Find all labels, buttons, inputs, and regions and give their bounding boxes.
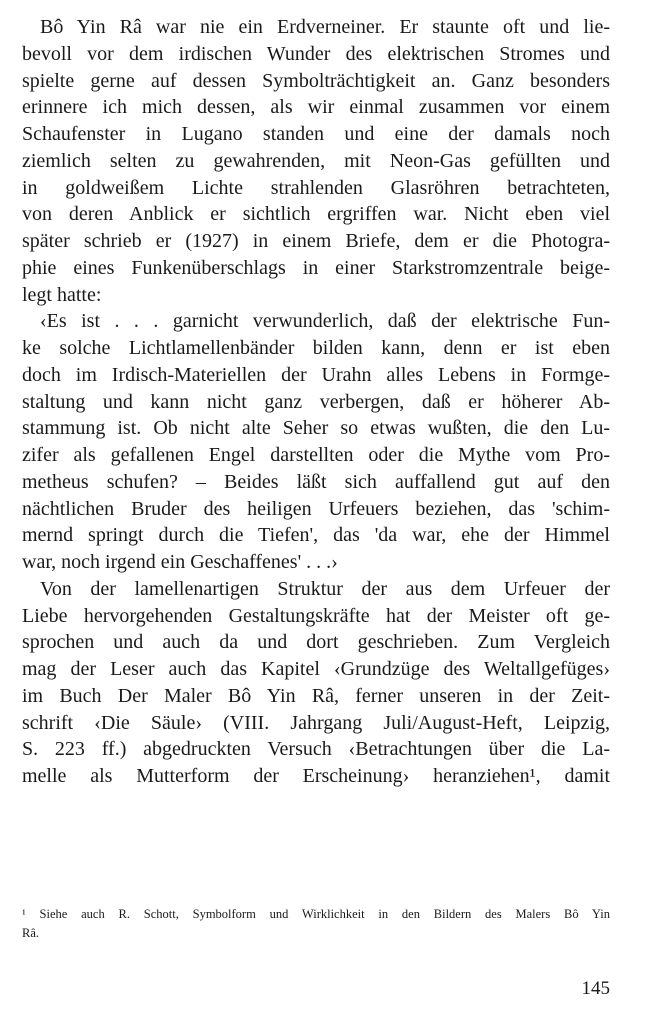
text-line: schrift ‹Die Säule› (VIII. Jahrgang Juli/August-Heft, Leipzig, xyxy=(22,711,610,734)
text-line: Von der lamellenartigen Struktur der aus dem Urfeuer der xyxy=(40,577,610,600)
body-text xyxy=(22,14,610,790)
text-line: S. 223 ff.) abgedruckten Versuch ‹Betrachtungen über die La- xyxy=(22,738,610,761)
text-line: stammung ist. Ob nicht alte Seher so etwas wußten, die den Lu- xyxy=(22,417,610,440)
text-line: von deren Anblick er sichtlich ergriffen war. Nicht eben viel xyxy=(22,203,610,226)
text-line: war, noch irgend ein Geschaffenes' . . .› xyxy=(22,551,338,573)
text-line: Bô Yin Râ war nie ein Erdverneiner. Er staunte oft und lie- xyxy=(40,16,610,38)
text-line: bevoll vor dem irdischen Wunder des elektrischen Stromes und xyxy=(22,42,610,65)
text-line: staltung und kann nicht ganz verbergen, daß er höherer Ab- xyxy=(22,390,610,413)
text-line: nächtlichen Bruder des heiligen Urfeuers beziehen, das 'schim- xyxy=(22,497,610,520)
text-line: legt hatte: xyxy=(22,283,102,306)
text-line: ziemlich selten zu gewahrenden, mit Neon-Gas gefüllten und xyxy=(22,149,610,172)
text-line: Liebe hervorgehenden Gestaltungskräfte hat der Meister oft ge- xyxy=(22,604,610,627)
text-line: später schrieb er (1927) in einem Briefe, dem er die Photogra- xyxy=(22,230,610,252)
text-line: melle als Mutterform der Erscheinung› heranziehen¹, damit xyxy=(22,765,610,787)
page-number: 145 xyxy=(581,978,610,999)
text-line: phie eines Funkenüberschlags in einer Starkstromzentrale beige- xyxy=(22,256,610,279)
footnote-line: Râ. xyxy=(22,926,40,940)
text-line: im Buch Der Maler Bô Yin Râ, ferner unseren in der Zeit- xyxy=(22,684,610,707)
text-line: spielte gerne auf dessen Symbolträchtigkeit an. Ganz besonders xyxy=(22,69,610,92)
footnote-line: ¹ Siehe auch R. Schott, Symbolform und Wirklichkeit in den Bildern des Malers Bô Yin xyxy=(22,907,610,921)
text-line: mernd springt durch die Tiefen', das 'da war, ehe der Himmel xyxy=(22,524,610,547)
text-line: ke solche Lichtlamellenbänder bilden kann, denn er ist eben xyxy=(22,337,610,359)
text-line: in goldweißem Lichte strahlenden Glasröhren betrachteten, xyxy=(22,176,610,199)
text-line: mag der Leser auch das Kapitel ‹Grundzüge des Weltallgefüges› xyxy=(22,658,610,680)
text-line: metheus schufen? – Beides läßt sich auffallend gut auf den xyxy=(22,470,610,493)
text-line: erinnere ich mich dessen, als wir einmal zusammen vor einem xyxy=(22,96,610,119)
text-line: doch im Irdisch-Materiellen der Urahn alles Lebens in Formge- xyxy=(22,363,610,386)
text-line: ‹Es ist . . . garnicht verwunderlich, daß der elektrische Fun- xyxy=(40,310,610,333)
text-line: Schaufenster in Lugano standen und eine der damals noch xyxy=(22,123,610,145)
text-line: sprochen und auch da und dort geschrieben. Zum Vergleich xyxy=(22,631,610,654)
text-line: zifer als gefallenen Engel darstellten oder die Mythe vom Pro- xyxy=(22,444,610,466)
footnote xyxy=(22,905,610,943)
